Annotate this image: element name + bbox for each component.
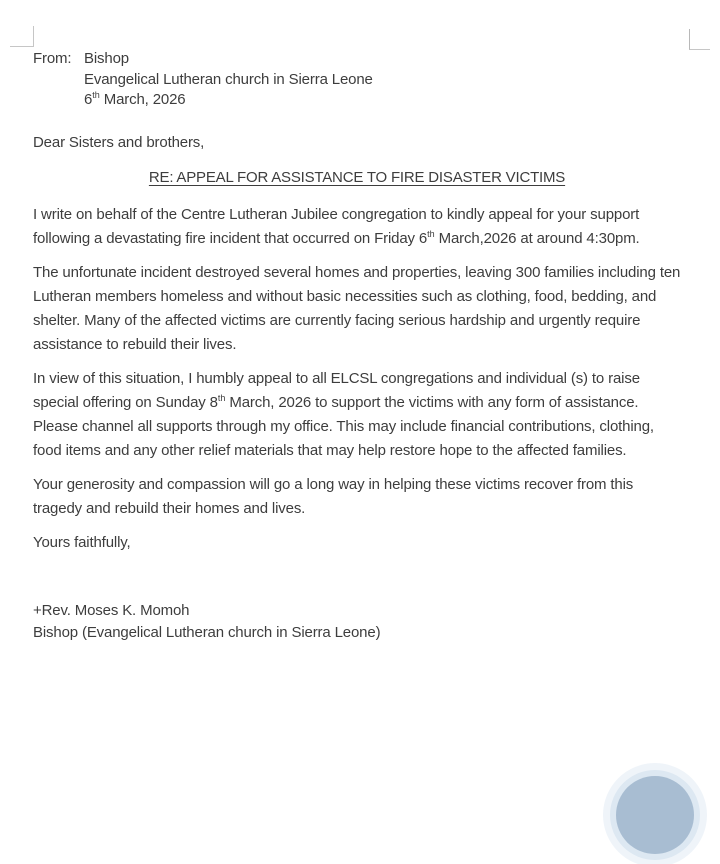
closing: Yours faithfully, (33, 533, 131, 551)
date-ordinal: th (92, 90, 100, 100)
letter-header (33, 49, 681, 111)
signature-title: Bishop (Evangelical Lutheran church in Sierra Leone) (33, 623, 381, 641)
fab-circle-icon (616, 776, 694, 854)
letter-date: 6th March, 2026 (84, 90, 186, 108)
subject-text: RE: APPEAL FOR ASSISTANCE TO FIRE DISASTER VICTIMS (148, 168, 566, 186)
paragraph-1: I write on behalf of the Centre Lutheran Jubilee congregation to kindly appeal for your support following a devastating fire incident that occurred on Friday 6th March,2026 at around 4:30pm. (33, 205, 640, 247)
subject-line (33, 167, 681, 188)
scan-corner-top-left-icon (10, 26, 34, 47)
paragraph-3: In view of this situation, I humbly appeal to all ELCSL congregations and individual (s) to raise special offering on Sunday 8th March, 2026 to support the victims with any form of assistance. Please channel all supports through my office. This may include financial contributions, clothing, food items and any other relief materials that may help restore hope to the affected families. (33, 369, 654, 459)
paragraph-4: Your generosity and compassion will go a long way in helping these victims recover from this tragedy and rebuild their homes and lives. (33, 475, 634, 517)
floating-action-button[interactable] (603, 763, 707, 864)
salutation: Dear Sisters and brothers, (33, 133, 205, 151)
from-label: From: (33, 50, 72, 67)
from-lines (84, 49, 681, 111)
ordinal-superscript: th (217, 392, 226, 403)
fab-ring (610, 770, 700, 860)
letter-body (33, 49, 681, 644)
paragraph-2: The unfortunate incident destroyed several homes and properties, leaving 300 families including ten Lutheran members homeless and without basic necessities such as clothing, food, bedding, and shelter. Many of the affected victims are currently facing serious hardship and urgently require assistance to rebuild their lives. (33, 263, 681, 353)
signature-block (33, 600, 681, 644)
scan-corner-top-right-icon (689, 29, 710, 50)
signature-name: +Rev. Moses K. Momoh (33, 601, 190, 619)
from-sender: Bishop (84, 50, 129, 67)
ordinal-superscript: th (427, 228, 435, 239)
from-organization: Evangelical Lutheran church in Sierra Leone (84, 70, 373, 88)
